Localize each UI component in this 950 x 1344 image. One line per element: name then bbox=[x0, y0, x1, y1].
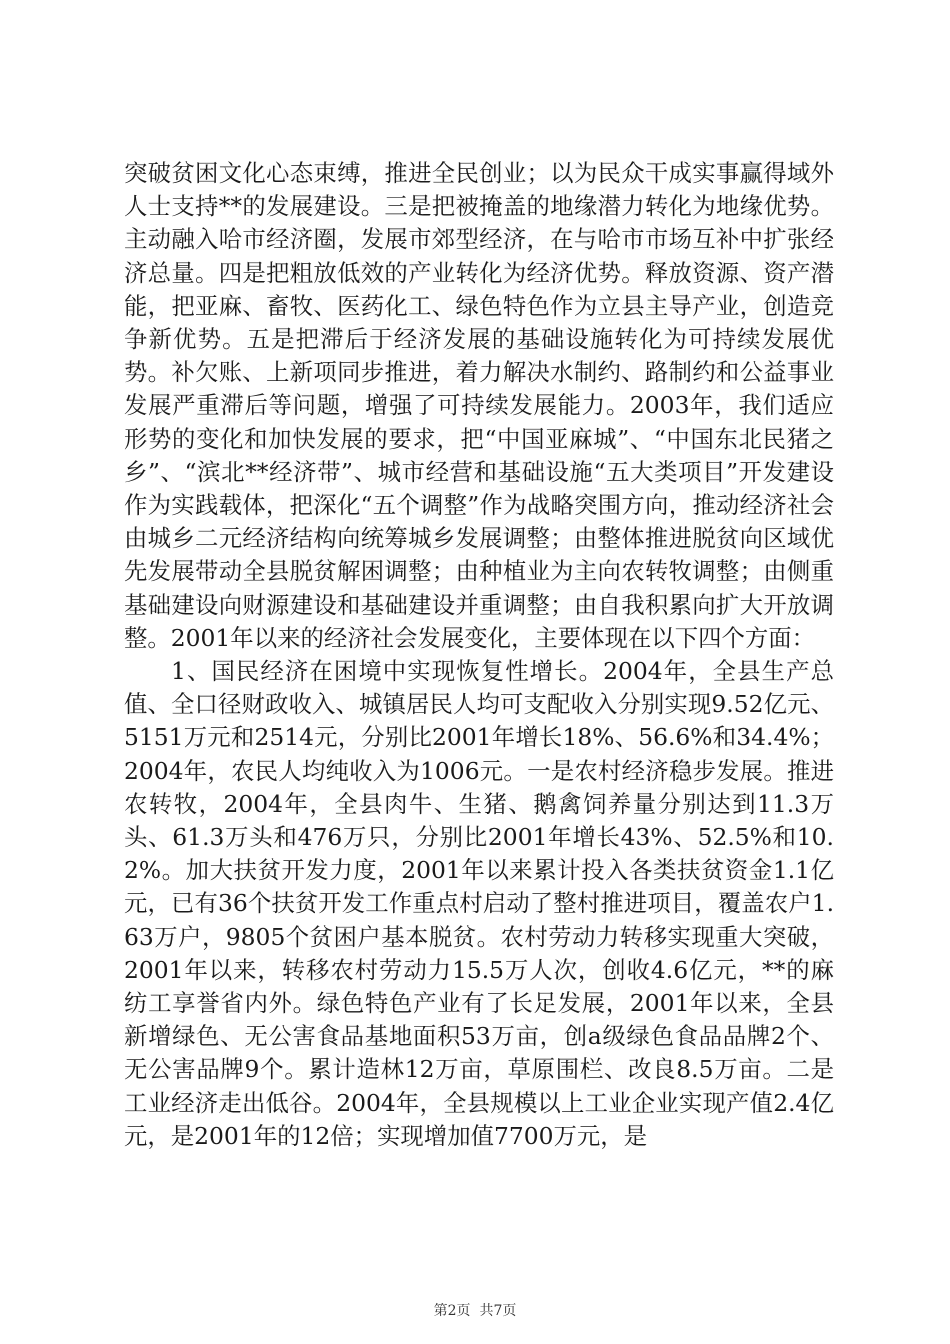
page-number: 第2页 共7页 bbox=[433, 1303, 517, 1319]
document-body bbox=[124, 157, 834, 1153]
paragraph-economic-recovery: 1、国民经济在困境中实现恢复性增长。2004年，全县生产总值、全口径财政收入、城镇居民人均可支配收入分别实现9.52亿元、5151万元和2514元，分别比2001年增长18%、56.6%和34.4%；2004年，农民人均纯收入为1006元。一是农村经济稳步发展。推进农转牧，2004年，全县肉牛、生猪、鹅禽饲养量分别达到11.3万头、61.3万头和476万只，分别比2001年增长43%、52.5%和10.2%。加大扶贫开发力度，2001年以来累计投入各类扶贫资金1.1亿元，已有36个扶贫开发工作重点村启动了整村推进项目，覆盖农户1.63万户，9805个贫困户基本脱贫。农村劳动力转移实现重大突破，2001年以来，转移农村劳动力15.5万人次，创收4.6亿元，**的麻纺工享誉省内外。绿色特色产业有了长足发展，2001年以来，全县新增绿色、无公害食品基地面积53万亩，创a级绿色食品品牌2个、无公害品牌9个。累计造林12万亩，草原围栏、改良8.5万亩。二是工业经济走出低谷。2004年，全县规模以上工业企业实现产值2.4亿元，是2001年的12倍；实现增加值7700万元，是 bbox=[124, 657, 835, 1150]
page-footer bbox=[0, 1302, 950, 1320]
paragraph-continued: 突破贫困文化心态束缚，推进全民创业；以为民众干成实事赢得域外人士支持**的发展建设。三是把被掩盖的地缘潜力转化为地缘优势。主动融入哈市经济圈，发展市郊型经济，在与哈市市场互补中扩张经济总量。四是把粗放低效的产业转化为经济优势。释放资源、资产潜能，把亚麻、畜牧、医药化工、绿色特色作为立县主导产业，创造竞争新优势。五是把滞后于经济发展的基础设施转化为可持续发展优势。补欠账、上新项同步推进，着力解决水制约、路制约和公益事业发展严重滞后等问题，增强了可持续发展能力。2003年，我们适应形势的变化和加快发展的要求，把“中国亚麻城”、“中国东北民猪之乡”、“滨北**经济带”、城市经营和基础设施“五大类项目”开发建设作为实践载体，把深化“五个调整”作为战略突围方向，推动经济社会由城乡二元经济结构向统筹城乡发展调整；由整体推进脱贫向区域优先发展带动全县脱贫解困调整；由种植业为主向农转牧调整；由侧重基础建设向财源建设和基础建设并重调整；由自我积累向扩大开放调整。2001年以来的经济社会发展变化，主要体现在以下四个方面： bbox=[124, 159, 834, 652]
